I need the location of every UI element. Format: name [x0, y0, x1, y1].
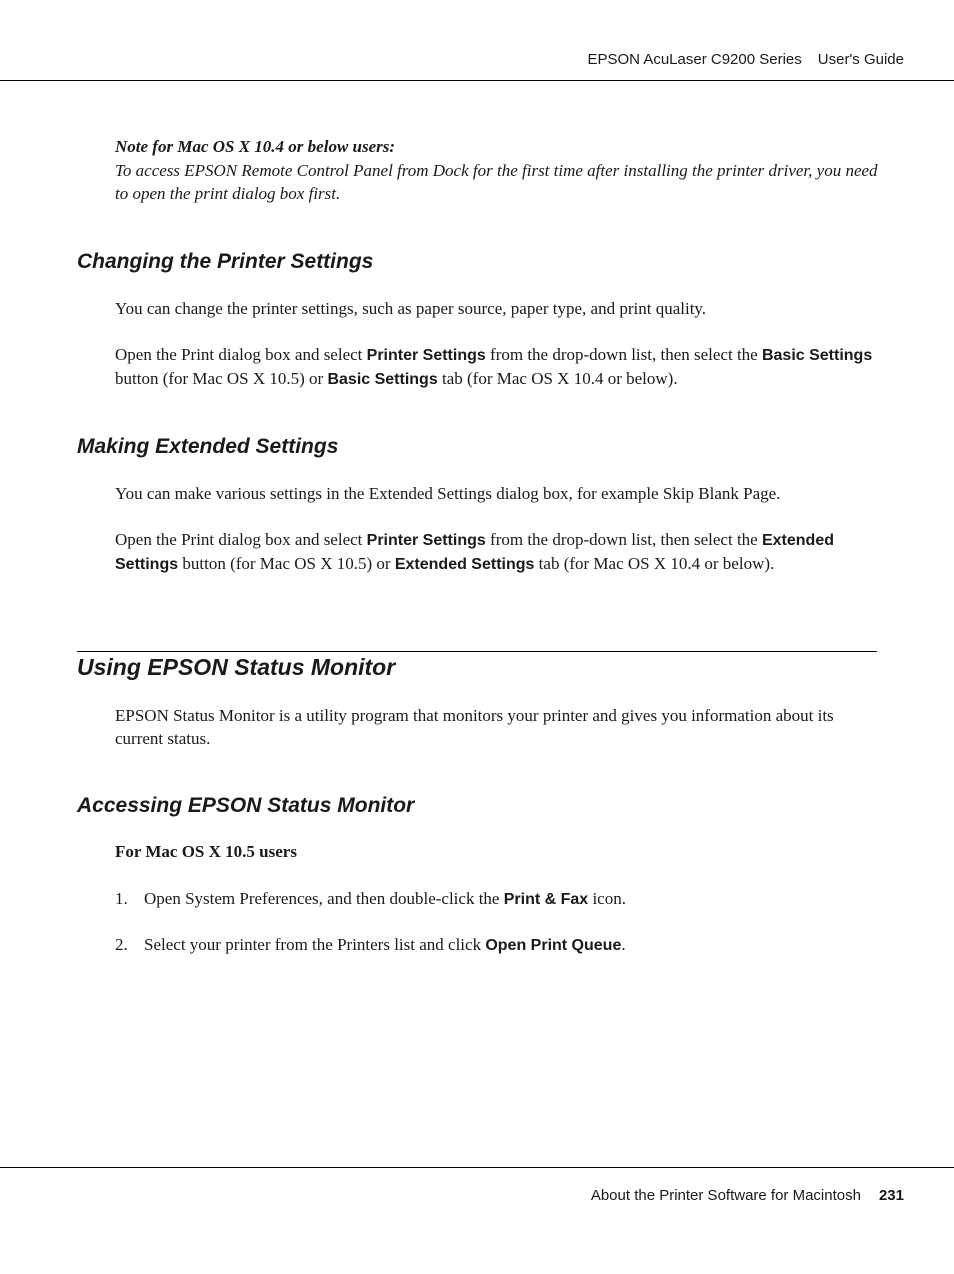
page-number: 231 [878, 1187, 904, 1204]
header-guide: User's Guide [817, 51, 904, 68]
ui-term: Extended Settings [394, 556, 535, 573]
note-title: Note for Mac OS X 10.4 or below users: [115, 137, 396, 156]
paragraph: You can make various settings in the Extended Settings dialog box, for example Skip Blank Page. [115, 484, 781, 503]
subheading-mac-os-10-5: For Mac OS X 10.5 users [115, 842, 297, 861]
paragraph: EPSON Status Monitor is a utility program that monitors your printer and gives you information about its current status. [115, 706, 834, 748]
ui-term: Extended Settings [115, 532, 834, 573]
footer-section: About the Printer Software for Macintosh [590, 1187, 861, 1204]
list-item: 1. Open System Preferences, and then double-click the Print & Fax icon. [115, 889, 626, 908]
header-product: EPSON AcuLaser C9200 Series [587, 51, 802, 68]
paragraph: Open the Print dialog box and select Printer Settings from the drop-down list, then select the Basic Settings button (for Mac OS X 10.5) or Basic Settings tab (for Mac OS X 10.4 or below). [115, 345, 873, 388]
section-rule [77, 651, 877, 652]
paragraph: Open the Print dialog box and select Printer Settings from the drop-down list, then select the Extended Settings button (for Mac OS X 10.5) or Extended Settings tab (for Mac OS X 10.4 or below). [115, 530, 834, 573]
header-rule [0, 80, 954, 81]
footer-rule [0, 1167, 954, 1168]
heading-accessing-status-monitor: Accessing EPSON Status Monitor [77, 794, 415, 817]
note-body: To access EPSON Remote Control Panel from Dock for the first time after installing the printer driver, you need to open the print dialog box first. [115, 161, 878, 203]
running-header [587, 51, 904, 68]
ui-term: Basic Settings [761, 347, 873, 364]
heading-changing-printer-settings: Changing the Printer Settings [77, 250, 374, 273]
ui-term: Printer Settings [366, 532, 486, 549]
heading-making-extended-settings: Making Extended Settings [77, 435, 339, 458]
running-footer [591, 1187, 904, 1204]
paragraph: You can change the printer settings, such as paper source, paper type, and print quality. [115, 299, 707, 318]
list-item: 2. Select your printer from the Printers list and click Open Print Queue. [115, 935, 626, 954]
ui-term: Printer Settings [366, 347, 486, 364]
heading-using-status-monitor: Using EPSON Status Monitor [77, 654, 396, 680]
ui-term: Open Print Queue [485, 937, 622, 954]
ui-term: Basic Settings [327, 371, 438, 388]
ui-term: Print & Fax [503, 891, 589, 908]
